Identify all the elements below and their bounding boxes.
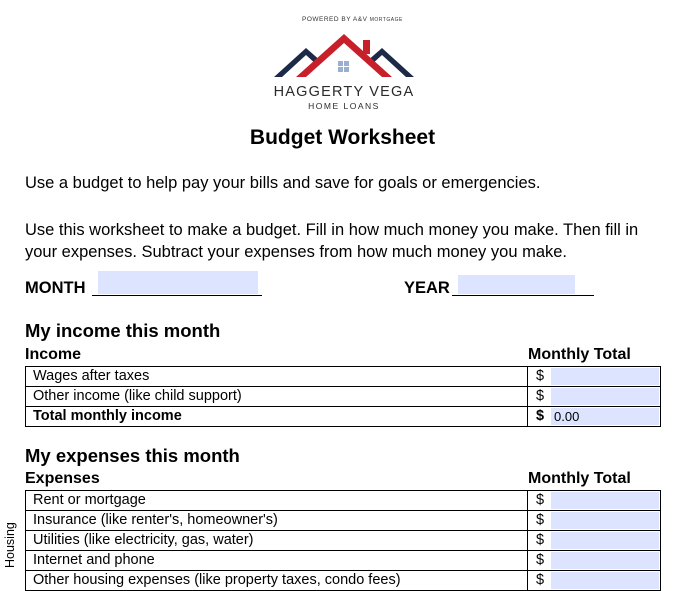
dollar-sign: $ (536, 532, 545, 548)
income-total-amount (528, 407, 661, 427)
expenses-section-title: My expenses this month (25, 445, 240, 466)
expense-row-label: Other housing expenses (like property taxes, condo fees) (26, 571, 528, 591)
dollar-sign: $ (536, 512, 545, 528)
dollar-sign: $ (536, 408, 545, 424)
other-income-amount-input[interactable] (551, 388, 659, 405)
company-logo (244, 12, 444, 116)
brand-subname: HOME LOANS (308, 101, 380, 111)
income-column-label: Income (25, 346, 82, 363)
wages-amount-input[interactable] (551, 368, 659, 385)
insurance-amount-input[interactable] (551, 512, 659, 529)
expense-row-amount (528, 571, 661, 591)
year-input[interactable] (458, 275, 575, 294)
intro-paragraph-2: Use this worksheet to make a budget. Fill in how much money you make. Then fill in your expenses. Subtract your expenses from how much money you make. (25, 221, 639, 261)
expenses-total-column-label: Monthly Total (528, 470, 631, 487)
expense-row-label: Rent or mortgage (26, 491, 528, 511)
expense-row-label: Insurance (like renter's, homeowner's) (26, 511, 528, 531)
table-row (26, 571, 661, 591)
dollar-sign: $ (536, 572, 545, 588)
income-row-label: Other income (like child support) (26, 387, 528, 407)
dollar-sign: $ (536, 368, 545, 384)
page-title: Budget Worksheet (249, 126, 436, 149)
income-row-amount (528, 367, 661, 387)
partner-name: A&V (352, 16, 368, 23)
internet-amount-input[interactable] (551, 552, 659, 569)
table-row (26, 387, 661, 407)
month-input[interactable] (98, 271, 258, 294)
expenses-column-label: Expenses (25, 470, 100, 487)
powered-by-label: POWERED BY (302, 16, 351, 23)
table-row (26, 407, 661, 427)
partner-sub: MORTGAGE (369, 17, 403, 23)
expense-row-amount (528, 491, 661, 511)
income-total-column-label: Monthly Total (528, 346, 631, 363)
utilities-amount-input[interactable] (551, 532, 659, 549)
dollar-sign: $ (536, 492, 545, 508)
expense-row-label: Utilities (like electricity, gas, water) (26, 531, 528, 551)
expense-row-amount (528, 511, 661, 531)
year-label: YEAR (404, 279, 450, 297)
dollar-sign: $ (536, 388, 545, 404)
table-row (26, 511, 661, 531)
housing-group-label: Housing (3, 522, 17, 568)
brand-name: HAGGERTY VEGA (273, 84, 415, 100)
expense-row-label: Internet and phone (26, 551, 528, 571)
other-housing-amount-input[interactable] (551, 572, 659, 589)
intro-paragraph-1: Use a budget to help pay your bills and save for goals or emergencies. (25, 174, 541, 192)
month-label: MONTH (25, 279, 86, 297)
rent-amount-input[interactable] (551, 492, 659, 509)
income-row-label: Wages after taxes (26, 367, 528, 387)
income-section-title: My income this month (25, 320, 221, 341)
expense-row-amount (528, 551, 661, 571)
total-income-value: 0.00 (551, 408, 659, 425)
expenses-table (25, 490, 661, 591)
table-row (26, 367, 661, 387)
table-row (26, 531, 661, 551)
income-table (25, 366, 661, 427)
income-total-label: Total monthly income (26, 407, 528, 427)
expense-row-amount (528, 531, 661, 551)
table-row (26, 491, 661, 511)
powered-by-text (302, 16, 403, 23)
income-row-amount (528, 387, 661, 407)
dollar-sign: $ (536, 552, 545, 568)
table-row (26, 551, 661, 571)
